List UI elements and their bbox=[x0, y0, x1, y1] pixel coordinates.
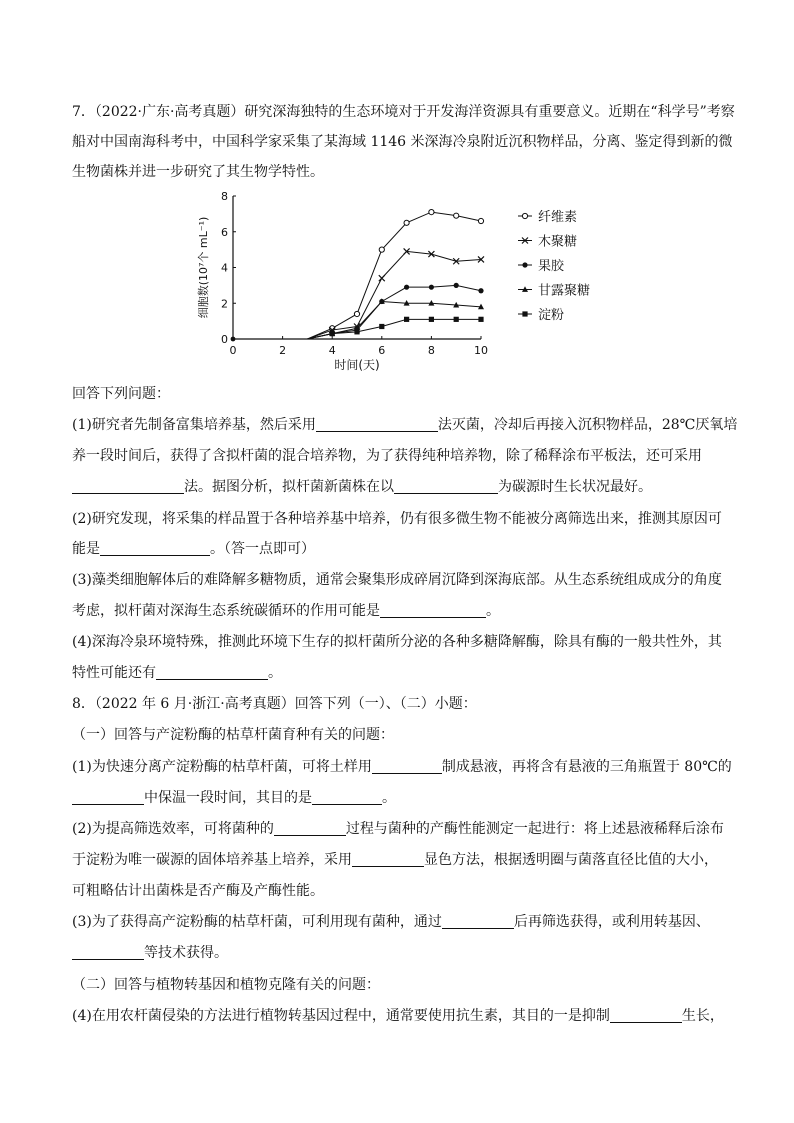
q8-part1-line-2 bbox=[72, 789, 722, 807]
legend-label: 果胶 bbox=[538, 259, 565, 274]
x-axis-title: 时间(天) bbox=[334, 358, 380, 372]
data-point bbox=[404, 317, 409, 322]
q7-answer-intro: 回答下列问题： bbox=[72, 386, 170, 402]
q7-part1-text-b: 法灭菌，冷却后再接入沉积物样品，28℃厌氧培 bbox=[437, 417, 738, 433]
q7-part4-text-b: 。 bbox=[268, 665, 282, 681]
answer-blank[interactable] bbox=[72, 945, 144, 960]
chart-series bbox=[231, 209, 484, 341]
data-point bbox=[454, 317, 459, 322]
q8-part3-text-b: 后再筛选获得，或利用转基因、 bbox=[513, 914, 710, 930]
legend-marker bbox=[522, 262, 527, 267]
q7-part2-line-2 bbox=[72, 540, 722, 558]
q8-part2-line-3: 可粗略估计出菌株是否产酶及产酶性能。 bbox=[72, 883, 324, 899]
q7-part3-line-2 bbox=[72, 602, 722, 620]
q7-part2-text-a: 能是 bbox=[72, 541, 100, 557]
q8-part3-text-c: 等技术获得。 bbox=[144, 945, 228, 961]
q7-part4-line-1: (4)深海冷泉环境特殊，推测此环境下生存的拟杆菌所分泌的各种多糖降解酶，除具有酶的一般共性外，其 bbox=[72, 634, 722, 650]
q8-part1-text-c: 中保温一段时间，其目的是 bbox=[144, 790, 312, 806]
legend-label: 甘露聚糖 bbox=[538, 283, 591, 299]
data-point bbox=[404, 220, 409, 225]
q7-part1-text-d: 为碳源时生长状况最好。 bbox=[498, 479, 652, 495]
x-tick-label: 6 bbox=[378, 344, 386, 357]
answer-blank[interactable] bbox=[312, 790, 382, 805]
legend-label: 淀粉 bbox=[538, 308, 565, 323]
q8-part4-line-1 bbox=[72, 1007, 722, 1025]
q8-section-1-heading: （一）回答与产淀粉酶的枯草杆菌育种有关的问题： bbox=[72, 727, 394, 743]
data-point bbox=[429, 209, 434, 214]
q8-title: 8．（2022 年 6 月·浙江·高考真题）回答下列（一）、（二）小题： bbox=[72, 696, 477, 712]
answer-blank[interactable] bbox=[316, 417, 438, 432]
y-tick-label: 8 bbox=[221, 190, 228, 203]
data-point bbox=[354, 329, 359, 334]
answer-blank[interactable] bbox=[274, 821, 346, 836]
answer-blank[interactable] bbox=[352, 852, 424, 867]
q7-part1-line-2: 养一段时间后，获得了含拟杆菌的混合培养物，为了获得纯种培养物，除了稀释涂布平板法，还可采用 bbox=[72, 448, 702, 464]
q8-part4-text-b: 生长， bbox=[681, 1008, 724, 1024]
q7-part3-text-b: 。 bbox=[486, 603, 500, 619]
legend-label: 木聚糖 bbox=[538, 234, 578, 250]
q8-part2-text-d: 显色方法，根据透明圈与菌落直径比值的大小， bbox=[424, 852, 718, 868]
series-1 bbox=[233, 248, 484, 339]
q7-part3-line-1: (3)藻类细胞解体后的难降解多糖物质，通常会聚集形成碎屑沉降到深海底部。从生态系统组成成分的角度 bbox=[72, 572, 722, 588]
q7-stem-line-3: 生物菌株并进一步研究了其生物学特性。 bbox=[72, 164, 324, 180]
series-line bbox=[233, 212, 481, 339]
q7-part1-line-3 bbox=[72, 478, 722, 496]
data-point bbox=[478, 288, 483, 293]
answer-blank[interactable] bbox=[72, 479, 184, 494]
answer-blank[interactable] bbox=[372, 759, 442, 774]
legend-label: 纤维素 bbox=[538, 210, 578, 225]
answer-blank[interactable] bbox=[380, 603, 486, 618]
q8-part2-text-c: 于淀粉为唯一碳源的固体培养基上培养，采用 bbox=[72, 852, 352, 868]
data-point bbox=[379, 324, 384, 329]
data-point bbox=[379, 275, 385, 281]
q7-stem-line-1: 7．（2022·广东·高考真题）研究深海独特的生态环境对于开发海洋资源具有重要意义。近期在“科学号”考察 bbox=[72, 104, 735, 120]
answer-blank[interactable] bbox=[156, 665, 268, 680]
y-tick-label: 0 bbox=[221, 333, 228, 346]
data-point bbox=[478, 317, 483, 322]
q8-part4-text-a: (4)在用农杆菌侵染的方法进行植物转基因过程中，通常要使用抗生素，其目的一是抑制 bbox=[72, 1008, 610, 1024]
q7-part2-line-1: (2)研究发现，将采集的样品置于各种培养基中培养，仍有很多微生物不能被分离筛选出来，推测其原因可 bbox=[72, 511, 722, 527]
legend-marker bbox=[522, 311, 527, 316]
y-tick-label: 2 bbox=[221, 297, 228, 311]
answer-blank[interactable] bbox=[610, 1008, 682, 1023]
data-point bbox=[330, 331, 335, 336]
q7-part4-text-a: 特性可能还有 bbox=[72, 665, 156, 681]
x-tick-label: 4 bbox=[328, 344, 336, 357]
q7-part1-line-1 bbox=[72, 416, 738, 434]
x-tick-label: 8 bbox=[427, 344, 435, 357]
answer-blank[interactable] bbox=[100, 541, 210, 556]
q7-stem-line-2: 船对中国南海科考中，中国科学家采集了某海域 1146 米深海冷泉附近沉积物样品，分离、鉴定得到新的微 bbox=[72, 134, 733, 150]
data-point bbox=[429, 317, 434, 322]
q8-part2-text-b: 过程与菌种的产酶性能测定一起进行：将上述悬液稀释后涂布 bbox=[345, 821, 724, 837]
x-tick-label: 0 bbox=[229, 344, 237, 357]
y-axis-title: 细胞数(10⁷个 mL⁻¹) bbox=[197, 216, 210, 319]
x-tick-label: 10 bbox=[474, 344, 488, 357]
q7-part2-text-b: 。（答一点即可） bbox=[210, 541, 315, 557]
data-point bbox=[454, 213, 459, 218]
q8-part1-text-a: (1)为快速分离产淀粉酶的枯草杆菌，可将土样用 bbox=[72, 759, 372, 775]
data-point bbox=[429, 285, 434, 290]
q8-part3-line-1 bbox=[72, 913, 722, 931]
y-tick-label: 6 bbox=[221, 225, 228, 239]
legend-marker bbox=[522, 213, 527, 218]
data-point bbox=[454, 283, 459, 288]
x-tick-label: 2 bbox=[279, 344, 287, 357]
q8-part1-text-b: 制成悬液，再将含有悬液的三角瓶置于 80℃的 bbox=[441, 759, 732, 775]
q7-part3-text-a: 考虑，拟杆菌对深海生态系统碳循环的作用可能是 bbox=[72, 603, 380, 619]
q8-part2-line-2 bbox=[72, 851, 722, 869]
answer-blank[interactable] bbox=[394, 479, 498, 494]
data-point bbox=[379, 247, 384, 252]
q8-part2-text-a: (2)为提高筛选效率，可将菌种的 bbox=[72, 821, 274, 837]
data-point bbox=[354, 311, 359, 316]
chart-axes bbox=[196, 190, 488, 372]
q8-part1-line-1 bbox=[72, 758, 732, 776]
q7-part4-line-2 bbox=[72, 664, 722, 682]
q8-part3-text-a: (3)为了获得高产淀粉酶的枯草杆菌，可利用现有菌种，通过 bbox=[72, 914, 442, 930]
y-tick-label: 4 bbox=[221, 261, 228, 275]
data-point bbox=[231, 337, 236, 342]
q8-part3-line-2 bbox=[72, 944, 722, 962]
answer-blank[interactable] bbox=[442, 914, 514, 929]
q8-part1-text-d: 。 bbox=[382, 790, 396, 806]
q7-part1-text-c: 法。据图分析，拟杆菌新菌株在以 bbox=[184, 479, 394, 495]
data-point bbox=[478, 218, 483, 223]
data-point bbox=[404, 285, 409, 290]
answer-blank[interactable] bbox=[72, 790, 144, 805]
q8-part2-line-1 bbox=[72, 820, 722, 838]
q8-section-2-heading: （二）回答与植物转基因和植物克隆有关的问题： bbox=[72, 977, 380, 993]
q7-part1-text-a: (1)研究者先制备富集培养基，然后采用 bbox=[72, 417, 316, 433]
chart-legend bbox=[518, 210, 590, 323]
growth-chart bbox=[195, 186, 615, 378]
